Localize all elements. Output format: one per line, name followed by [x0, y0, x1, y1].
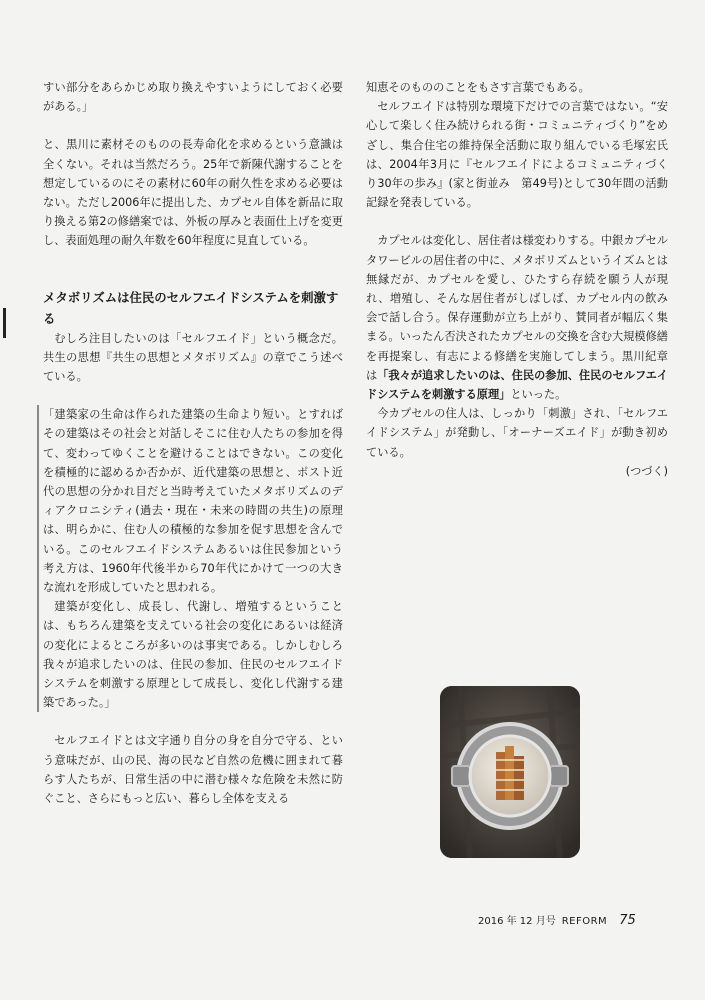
left-paragraph-3: むしろ注目したいのは「セルフエイド」という概念だ。共生の思想『共生の思想とメタボリズム』の章でこう述べている。 [43, 331, 343, 384]
right-paragraph-1: 知恵そのもののことをもさす言葉でもある。 [366, 81, 590, 94]
right-paragraph-4: 今カプセルの住人は、しっかり「刺激」され、「セルフエイドシステム」が発動し、「オーナーズエイド」が動き初めている。 [366, 407, 668, 459]
continued-note: (つづく) [625, 464, 668, 478]
left-paragraph-2: と、黒川に素材そのものの長寿命化を求めるという意識は全くない。それは当然だろう。25年で新陳代謝することを想定しているのにその素材に60年の耐久性を求める必要はない。ただし2006年に提出した、カプセル自体を新品に取り換える第2の修繕案では、外板の厚みと表面仕上げを変更し、表面処理の耐久年数を60年程度に見直している。 [43, 138, 343, 248]
section-heading: メタボリズムは住民のセルフエイドシステムを刺激する [43, 289, 339, 326]
left-column [43, 78, 343, 808]
magazine-name: REFORM [561, 916, 608, 927]
page-number: 75 [619, 913, 636, 928]
right-paragraph-2: セルフエイドは特別な環境下だけでの言葉ではない。“安心して楽しく住み続けられる街・コミュニティづくり”をめざし、集合住宅の維持保全活動に取り組んでいる毛塚宏氏は、2004年3月に『セルフエイドによるコミュニティづくり30年の歩み』(家と街並み 第49号)として30年間の活動記録を発表している。 [366, 100, 668, 210]
quote-continuation: 建築が変化し、成長し、代謝し、増殖するということは、もちろん建築を支えている社会の変化にあるいは経済の変化によるところが多いのは事実である。しかしむしろ我々が追求したいのは、住民の参加、住民のセルフエイドシステムを刺激する原理として成長し、変化し代謝する建築であった。」 [43, 600, 343, 710]
capsule-photo [440, 686, 580, 858]
quote-text: 「建築家の生命は作られた建築の生命より短い。とすればその建築はその社会と対話しそこに住む人たちの参加を得て、変わってゆくことを避けることはできない。この変化を積極的に認めるか否かが、近代建築の思想と、ポスト近代の思想の分かれ目だと当時考えていたメタボリズムのディアクロニシティ(過去・現在・未来の時間の共生)の原理は、明らかに、住む人の積極的な参加を促す思想を含んでいる。このセルフエイドシステムあるいは住民参加という考え方は、1960年代後半から70年代にかけて一つの大きな流れを形成していたと思われる。 [43, 408, 343, 595]
right-column [366, 78, 668, 481]
left-paragraph-5: セルフエイドとは文字通り自分の身を自分で守る、という意味だが、山の民、海の民など自然の危機に囲まれて暮らす人たちが、日常生活の中に潜む様々な危険を未然に防ぐこと、さらにもっと広い、暮らし全体を支える [43, 734, 343, 806]
right-paragraph-3 [366, 231, 668, 404]
right-paragraph-3-end: といった。 [510, 388, 567, 402]
binding-mark [3, 308, 6, 338]
capsule-photo-image [440, 686, 580, 858]
right-paragraph-3-start: カプセルは変化し、居住者は様変わりする。中銀カプセルタワービルの居住者の中に、メタボリズムというイズムとは無縁だが、カプセルを愛し、ひたすら存続を願う人が現れ、増殖し、そんな居住者がしばしば、カプセル内の飲み会で話し合う。保存運動が立ち上がり、賛同者が幅広く集まる。いったん否決されたカプセルの交換を含む大規模修繕を再提案し、有志による修繕を実施してしまう。黒川紀章は [366, 234, 668, 382]
page-footer [478, 912, 668, 932]
left-paragraph-1: すい部分をあらかじめ取り換えやすいようにしておく必要がある。」 [43, 81, 343, 114]
issue-date: 2016 年 12 月号 [478, 916, 556, 927]
quote-block [37, 405, 343, 712]
right-paragraph-3-bold: 「我々が追求したいのは、住民の参加、住民のセルフエイドシステムを刺激する原理」 [366, 368, 668, 402]
